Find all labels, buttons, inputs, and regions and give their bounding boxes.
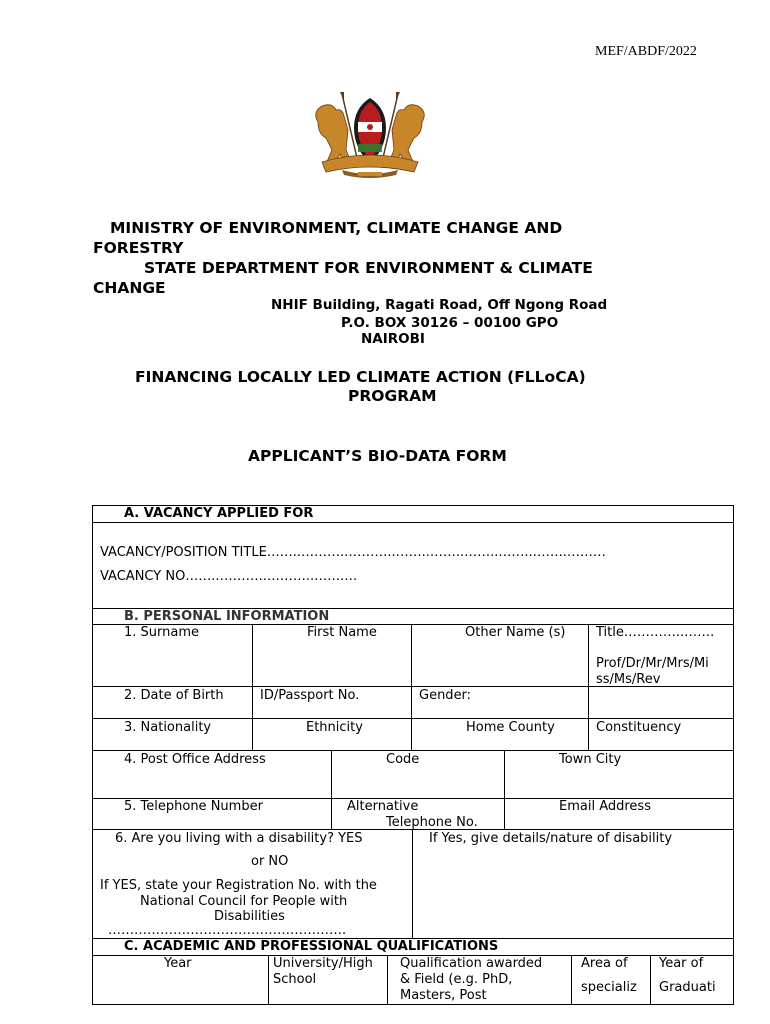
id-passport-label: ID/Passport No. <box>260 688 360 703</box>
surname-label: 1. Surname <box>124 625 200 640</box>
town-city-label: Town City <box>559 752 622 767</box>
registration-field[interactable]: ………………………………………………. <box>108 923 347 938</box>
first-name-label: First Name <box>307 625 377 640</box>
title-options-1: Prof/Dr/Mr/Mrs/Mi <box>596 656 709 671</box>
form-title: APPLICANT’S BIO-DATA FORM <box>248 447 507 465</box>
title-options-2: ss/Ms/Rev <box>596 672 661 687</box>
section-b-heading: B. PERSONAL INFORMATION <box>124 609 330 624</box>
department-line-1: STATE DEPARTMENT FOR ENVIRONMENT & CLIMATE <box>144 259 593 277</box>
col-qualification-3: Masters, Post <box>400 988 487 1003</box>
ethnicity-label: Ethnicity <box>306 720 363 735</box>
constituency-label: Constituency <box>596 720 682 735</box>
program-title-line-2: PROGRAM <box>348 387 437 405</box>
ministry-line-2: FORESTRY <box>93 239 184 257</box>
ministry-line-1: MINISTRY OF ENVIRONMENT, CLIMATE CHANGE AND <box>110 219 563 237</box>
col-qualification-2: & Field (e.g. PhD, <box>400 972 513 987</box>
vacancy-number-field[interactable]: VACANCY NO……..………..………..…….… <box>100 569 358 584</box>
col-graduation-1: Year of <box>659 956 704 971</box>
alt-telephone-label-1: Alternative <box>347 799 419 814</box>
coat-of-arms-icon <box>300 92 440 178</box>
program-title-line-1: FINANCING LOCALLY LED CLIMATE ACTION (FLLoCA) <box>135 368 586 386</box>
registration-label-1: If YES, state your Registration No. with the <box>100 878 377 893</box>
col-area-1: Area of <box>581 956 628 971</box>
col-year: Year <box>164 956 192 971</box>
col-area-2: specializ <box>581 980 637 995</box>
disability-question: 6. Are you living with a disability? YES <box>115 831 363 846</box>
home-county-label: Home County <box>466 720 555 735</box>
post-office-label: 4. Post Office Address <box>124 752 266 767</box>
vacancy-title-field[interactable]: VACANCY/POSITION TITLE……..………..………..……..……..……..……..……..……… <box>100 545 606 560</box>
disability-details-label: If Yes, give details/nature of disability <box>429 831 673 846</box>
section-c-heading: C. ACADEMIC AND PROFESSIONAL QUALIFICATIONS <box>124 939 499 954</box>
code-label: Code <box>386 752 420 767</box>
dob-label: 2. Date of Birth <box>124 688 224 703</box>
registration-label-2: National Council for People with <box>140 894 348 909</box>
telephone-label: 5. Telephone Number <box>124 799 263 814</box>
nationality-label: 3. Nationality <box>124 720 212 735</box>
col-university-1: University/High <box>273 956 373 971</box>
disability-question-no: or NO <box>251 854 289 869</box>
other-names-label: Other Name (s) <box>465 625 566 640</box>
alt-telephone-label-2: Telephone No. <box>386 815 478 830</box>
bio-data-form <box>92 505 734 1005</box>
address-line-1: NHIF Building, Ragati Road, Off Ngong Road <box>271 297 608 313</box>
address-line-3: NAIROBI <box>361 331 425 347</box>
col-university-2: School <box>273 972 317 987</box>
reference-number: MEF/ABDF/2022 <box>595 44 697 59</box>
col-qualification-1: Qualification awarded <box>400 956 543 971</box>
email-label: Email Address <box>559 799 651 814</box>
gender-label: Gender: <box>419 688 472 703</box>
address-line-2: P.O. BOX 30126 – 00100 GPO <box>341 315 559 331</box>
section-a-heading: A. VACANCY APPLIED FOR <box>124 506 314 521</box>
registration-label-3: Disabilities <box>214 909 285 924</box>
col-graduation-2: Graduati <box>659 980 716 995</box>
department-line-2: CHANGE <box>93 279 166 297</box>
title-label: Title…………..……. <box>596 625 715 640</box>
